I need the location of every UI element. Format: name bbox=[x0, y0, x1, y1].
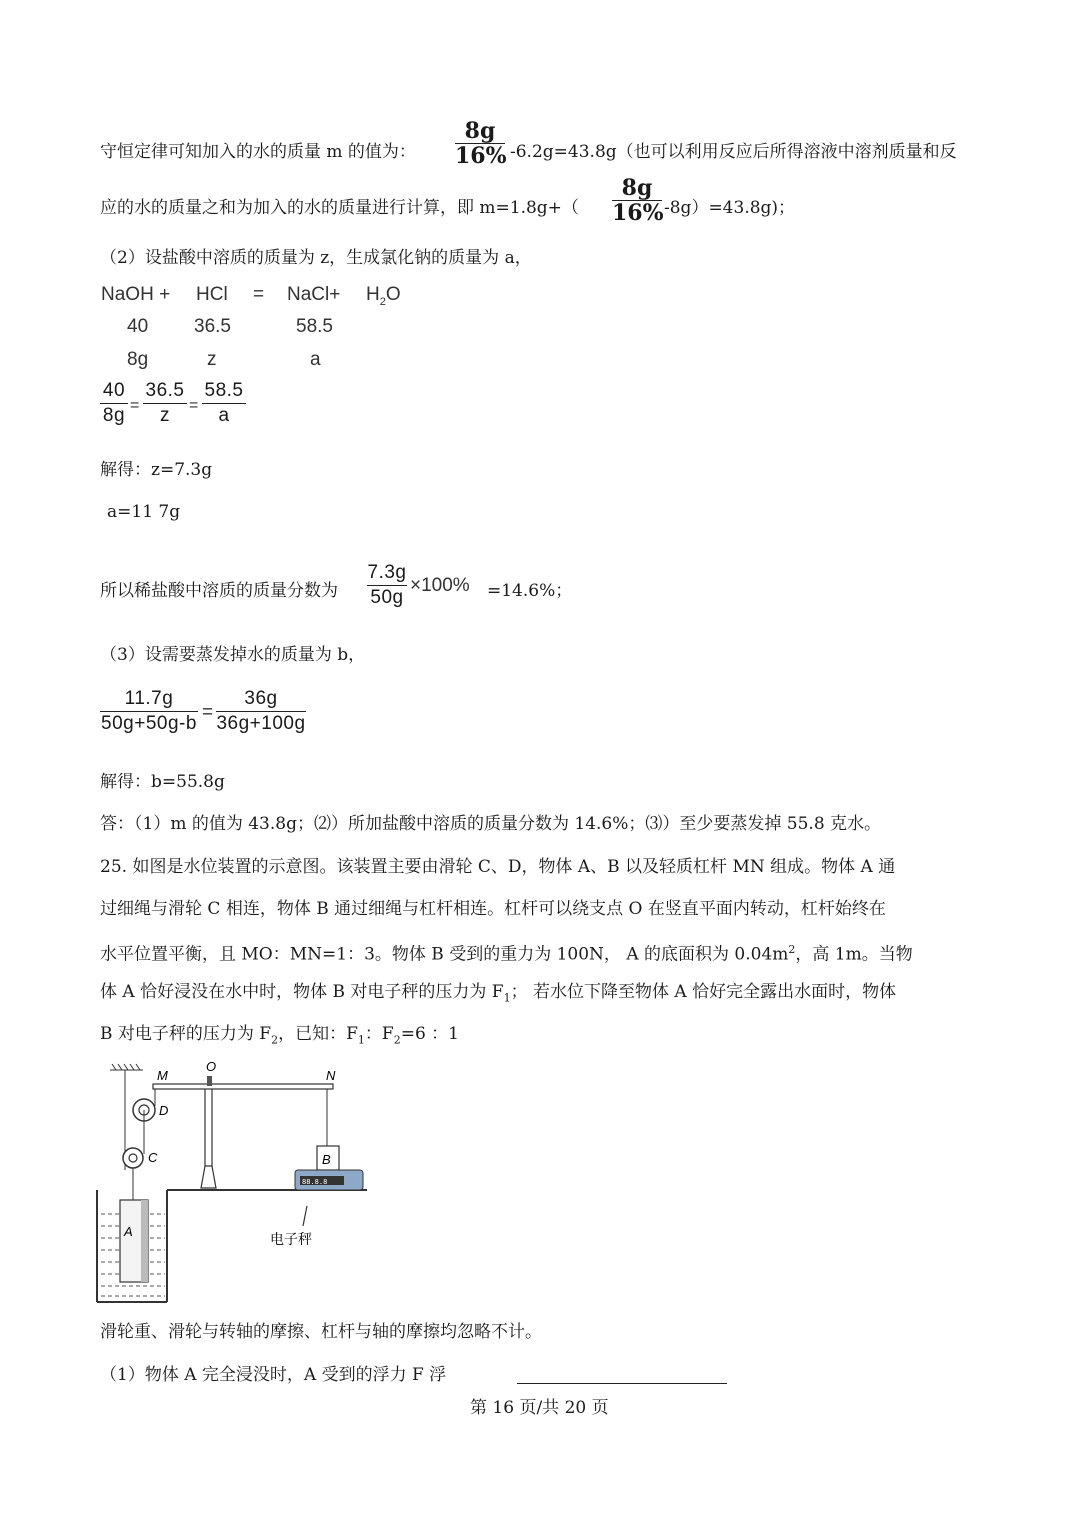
paragraph-line-1 bbox=[100, 140, 416, 164]
chem-hcl: HCl bbox=[196, 284, 228, 305]
solve-a: a=11 7g bbox=[107, 502, 181, 522]
molar-mass-hcl: 36.5 bbox=[194, 316, 231, 337]
part3-equals: = bbox=[202, 702, 214, 723]
part2-intro: （2）设盐酸中溶质的质量为 z，生成氯化钠的质量为 a， bbox=[100, 248, 532, 268]
paragraph-line-2: 应的水的质量之和为加入的水的质量进行计算，即 m=1.8g+（ bbox=[100, 198, 579, 218]
chem-h2o: $H_2O$ bbox=[366, 284, 401, 308]
ratio-eq-2: = bbox=[189, 397, 199, 414]
lever-MN bbox=[153, 1084, 333, 1089]
ratio-365-z: 36.5 z bbox=[143, 380, 187, 427]
page-footer: 第 16 页/共 20 页 bbox=[470, 1398, 609, 1418]
label-M: M bbox=[157, 1068, 168, 1083]
answer-line: 答：（1）m 的值为 43.8g；⑵）所加盐酸中溶质的质量分数为 14.6%；⑶）至少要蒸发掉 55.8 克水。 bbox=[100, 814, 882, 834]
answer-blank[interactable] bbox=[517, 1383, 727, 1384]
ratio-eq-1: = bbox=[130, 397, 140, 414]
part3-intro: （3）设需要蒸发掉水的质量为 b， bbox=[100, 645, 366, 665]
molar-mass-nacl: 58.5 bbox=[296, 316, 333, 337]
ratio-40-8g: 40 8g bbox=[100, 380, 128, 427]
ceiling-hatch bbox=[110, 1064, 143, 1070]
label-electronic-scale: 电子秤 bbox=[270, 1232, 312, 1248]
fraction-8g-16pct-2: 8g 16% bbox=[612, 175, 664, 226]
q25-line-4: 体 A 恰好浸没在水中时，物体 B 对电子秤的压力为 $F_1$； 若水位下降至物体 A 恰好完全露出水面时，物体 bbox=[100, 982, 897, 1005]
fraction-8g-16pct-1 bbox=[455, 120, 505, 167]
label-B: B bbox=[322, 1152, 331, 1167]
solve-z: 解得：z=7.3g bbox=[100, 460, 213, 480]
friction-note: 滑轮重、滑轮与转轴的摩擦、杠杆与轴的摩擦均忽略不计。 bbox=[100, 1322, 542, 1342]
chem-nacl: NaCl+ bbox=[287, 284, 341, 305]
chem-naoh: NaOH + bbox=[101, 284, 171, 305]
label-A: A bbox=[124, 1224, 133, 1239]
q25-line-2: 过细绳与滑轮 C 相连，物体 B 通过细绳与杠杆相连。杠杆可以绕支点 O 在竖直平面内转动，杠杆始终在 bbox=[100, 899, 886, 919]
percent-line: 所以稀盐酸中溶质的质量分数为 bbox=[100, 581, 338, 601]
fraction-numerator: 8g bbox=[464, 118, 496, 144]
line1-prefix: 守恒定律可知加入的水的质量 m 的值为： bbox=[100, 142, 416, 162]
scale-display: 88.8.8 bbox=[302, 1178, 328, 1186]
ratio-585-a: 58.5 a bbox=[202, 380, 246, 427]
fraction-73g-50g: 7.3g 50g bbox=[367, 562, 407, 608]
chem-equals: = bbox=[253, 284, 265, 305]
label-N: N bbox=[326, 1068, 336, 1083]
q25-line-3: 水平位置平衡，且 MO：MN=1：3。物体 B 受到的重力为 100N， A 的底面积为 $0.04m^2$，高 1m。当物 bbox=[100, 943, 913, 965]
label-D: D bbox=[159, 1103, 169, 1118]
label-O: O bbox=[206, 1059, 217, 1074]
molar-mass-naoh: 40 bbox=[127, 316, 149, 337]
q25-line-5: B 对电子秤的压力为 $F_2$，已知：$F_1$：$F_2=6$ ：1 bbox=[100, 1024, 459, 1047]
line2-suffix: -8g）=43.8g)； bbox=[664, 198, 796, 218]
percent-result: =14.6%； bbox=[487, 581, 573, 601]
fraction-117g: 11.7g 50g+50g-b bbox=[101, 688, 197, 734]
times-100-pct: ×100% bbox=[410, 575, 470, 596]
water-level-device-figure bbox=[95, 1058, 375, 1310]
fraction-36g: 36g 36g+100g bbox=[216, 688, 306, 734]
q25-line-1: 25. 如图是水位装置的示意图。该装置主要由滑轮 C、D，物体 A、B 以及轻质杠杆 MN 组成。物体 A 通 bbox=[100, 857, 896, 877]
mass-nacl: a bbox=[310, 349, 321, 370]
mass-hcl: z bbox=[207, 349, 217, 370]
label-C: C bbox=[148, 1150, 158, 1165]
line1-suffix: -6.2g=43.8g（也可以利用反应后所得溶液中溶剂质量和反 bbox=[510, 142, 957, 162]
mass-naoh: 8g bbox=[127, 349, 149, 370]
solve-b: 解得：b=55.8g bbox=[100, 772, 225, 792]
question-1: （1）物体 A 完全浸没时，A 受到的浮力 F 浮 bbox=[100, 1365, 447, 1385]
fraction-denominator: 16% bbox=[455, 143, 507, 169]
